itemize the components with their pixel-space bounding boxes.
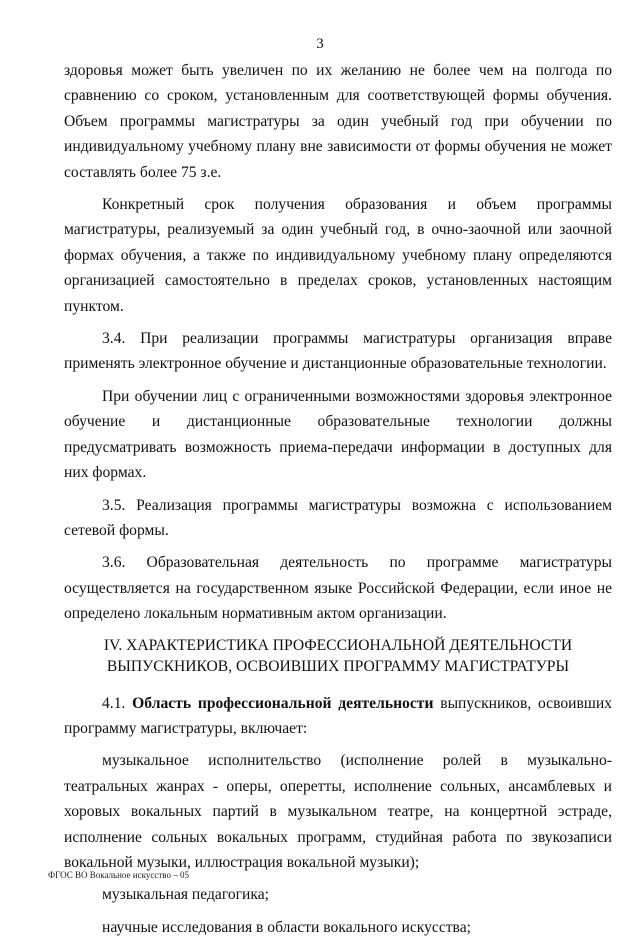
paragraph-3-4: 3.4. При реализации программы магистратуры организация вправе применять электронное обучение и дистанционные образовательные технологии. [64,330,612,373]
document-body [64,58,612,947]
section-heading-line1: IV. ХАРАКТЕРИСТИКА ПРОФЕССИОНАЛЬНОЙ ДЕЯТЕЛЬНОСТИ [103,636,573,654]
paragraph-4-1 [64,691,612,742]
paragraph-disabilities: При обучении лиц с ограниченными возможностями здоровья электронное обучение и дистанционные образовательные технологии должны предусматривать возможность приема-передачи информации в доступных для них формах. [64,387,612,482]
page-number: 3 [316,36,324,52]
section-heading [64,635,612,677]
paragraph-3-6: 3.6. Образовательная деятельность по программе магистратуры осуществляется на государственном языке Российской Федерации, если иное не определено локальным нормативным актом организации. [64,554,612,623]
list-item: музыкальное исполнительство (исполнение ролей в музыкально-театральных жанрах - оперы, оперетты, исполнение сольных, ансамблевых и хоровых вокальных партий в музыкальном театре, на концертной эстраде, исполнение сольных вокальных программ, студийная работа по звукозаписи вокальной музыки, иллюстрация вокальной музыки); [64,752,612,871]
paragraph-continuation: здоровья может быть увеличен по их желанию не более чем на полгода по сравнению со сроком, установленным для соответствующей формы обучения. Объем программы магистратуры за один учебный год при обучении по индивидуальному учебному плану вне зависимости от формы обучения не может составлять более 75 з.е. [64,62,612,181]
clause-bold-term: Область профессиональной деятельности [132,694,434,712]
list-item: музыкальная педагогика; [102,886,269,904]
section-heading-line2: ВЫПУСКНИКОВ, ОСВОИВШИХ ПРОГРАММУ МАГИСТРАТУРЫ [106,657,570,675]
clause-number: 4.1. [102,694,126,712]
list-item: научные исследования в области вокального искусства; [102,918,471,936]
paragraph-3-5: 3.5. Реализация программы магистратуры возможна с использованием сетевой формы. [64,496,612,539]
paragraph-term-volume: Конкретный срок получения образования и объем программы магистратуры, реализуемый за один учебный год, в очно-заочной или заочной формах обучения, а также по индивидуальному учебному плану определяются организацией самостоятельно в пределах сроков, установленных настоящим пунктом. [64,196,612,315]
page-footer: ФГОС ВО Вокальное искусство – 05 [48,870,189,880]
clause-rest: выпускников, освоивших программу магистратуры, включает: [64,694,612,737]
